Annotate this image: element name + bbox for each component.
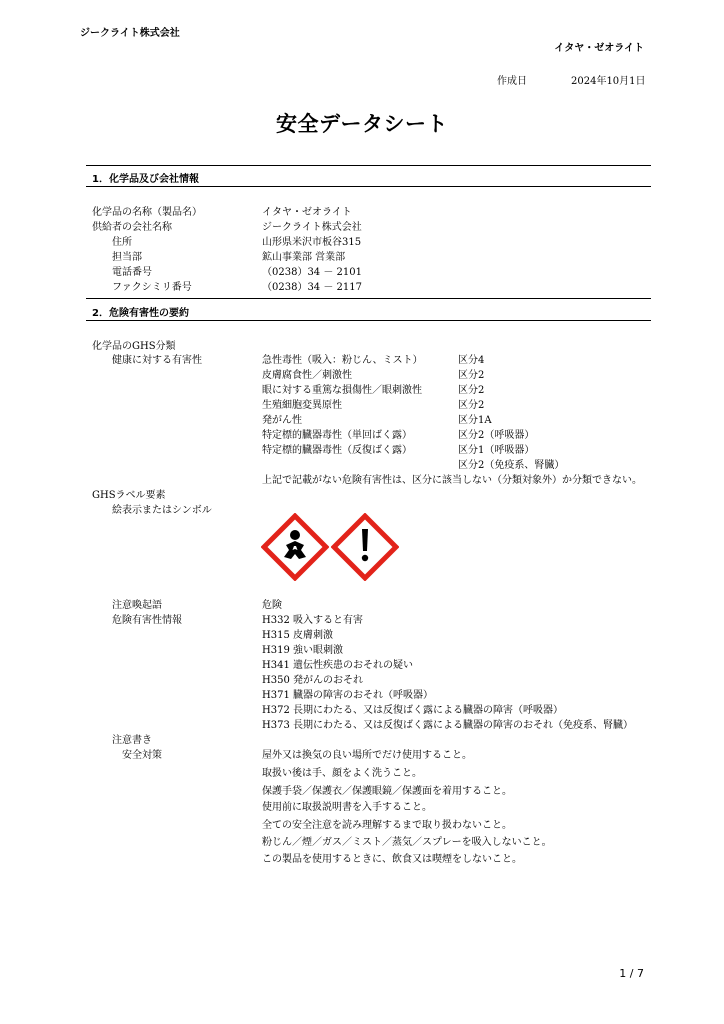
page-number: 1 / 7 <box>619 967 644 980</box>
product-header: イタヤ・ゼオライト <box>554 43 644 54</box>
hazard-category: 区分2 <box>458 385 485 396</box>
hazard-statement: H319 強い眼刺激 <box>262 645 343 656</box>
safety-measure: 取扱い後は手、顔をよく洗うこと。 <box>262 768 422 779</box>
hazard-note: 上記で記載がない危険有害性は、区分に該当しない（分類対象外）か分類できない。 <box>262 475 642 486</box>
section-1-heading: 1．化学品及び会社情報 <box>92 174 199 185</box>
ghs-classification-label: 化学品のGHS分類 <box>92 341 176 352</box>
row-value: ジークライト株式会社 <box>262 222 362 233</box>
row-label: 電話番号 <box>112 267 152 278</box>
signal-word: 危険 <box>262 600 282 611</box>
hazard-category: 区分2 <box>458 400 485 411</box>
safety-measure: 屋外又は換気の良い場所でだけ使用すること。 <box>262 750 472 761</box>
hazard-category: 区分2 <box>458 370 485 381</box>
safety-measures-label: 安全対策 <box>122 750 162 761</box>
safety-measure: 粉じん／煙／ガス／ミスト／蒸気／スプレーを吸入しないこと。 <box>262 837 552 848</box>
company-header: ジークライト株式会社 <box>80 28 180 39</box>
exclamation-icon <box>331 513 399 581</box>
ghs-label-elements: GHSラベル要素 <box>92 490 166 501</box>
section-1-top-rule <box>86 165 651 166</box>
row-value: （0238）34 － 2101 <box>262 267 362 278</box>
hazard-name: 特定標的臓器毒性（反復ばく露） <box>262 445 412 456</box>
health-hazard-label: 健康に対する有害性 <box>112 355 202 366</box>
row-label: 住所 <box>112 237 132 248</box>
hazard-name: 急性毒性（吸入：粉じん、ミスト） <box>262 355 423 366</box>
row-label: 担当部 <box>112 252 142 263</box>
safety-measure: この製品を使用するときに、飲食又は喫煙をしないこと。 <box>262 854 522 865</box>
row-value: 鉱山事業部 営業部 <box>262 252 346 263</box>
hazard-info-label: 危険有害性情報 <box>112 615 182 626</box>
row-label: 化学品の名称（製品名） <box>92 207 202 218</box>
hazard-statement: H350 発がんのおそれ <box>262 675 363 686</box>
hazard-statement: H372 長期にわたる、又は反復ばく露による臓器の障害（呼吸器） <box>262 705 563 716</box>
hazard-name: 発がん性 <box>262 415 302 426</box>
row-label: 供給者の会社名称 <box>92 222 172 233</box>
date-label: 作成日 <box>497 76 527 87</box>
signal-word-label: 注意喚起語 <box>112 600 162 611</box>
date-value: 2024年10月1日 <box>571 76 646 87</box>
page-title: 安全データシート <box>276 112 448 136</box>
section-2-bottom-rule <box>86 320 651 321</box>
row-value: イタヤ・ゼオライト <box>262 207 352 218</box>
section-2-heading: 2．危険有害性の要約 <box>92 308 189 319</box>
hazard-statement: H315 皮膚刺激 <box>262 630 333 641</box>
section-2-top-rule <box>86 298 651 299</box>
hazard-name: 眼に対する重篤な損傷性／眼刺激性 <box>262 385 422 396</box>
symbol-label: 絵表示またはシンボル <box>112 505 212 516</box>
hazard-category: 区分2（免疫系、腎臓） <box>458 460 565 471</box>
row-label: ファクシミリ番号 <box>112 282 192 293</box>
safety-measure: 全ての安全注意を読み理解するまで取り扱わないこと。 <box>262 820 512 831</box>
hazard-statement: H371 臓器の障害のおそれ（呼吸器） <box>262 690 433 701</box>
hazard-statement: H341 遺伝性疾患のおそれの疑い <box>262 660 413 671</box>
hazard-category: 区分2（呼吸器） <box>458 430 535 441</box>
safety-measure: 使用前に取扱説明書を入手すること。 <box>262 802 432 813</box>
hazard-category: 区分1A <box>458 415 492 426</box>
hazard-statement: H373 長期にわたる、又は反復ばく露による臓器の障害のおそれ（免疫系、腎臓） <box>262 720 633 731</box>
safety-measure: 保護手袋／保護衣／保護眼鏡／保護面を着用すること。 <box>262 786 512 797</box>
hazard-category: 区分1（呼吸器） <box>458 445 535 456</box>
hazard-statement: H332 吸入すると有害 <box>262 615 363 626</box>
section-1-bottom-rule <box>86 186 651 187</box>
row-value: （0238）34 － 2117 <box>262 282 362 293</box>
row-value: 山形県米沢市板谷315 <box>262 237 362 248</box>
hazard-name: 皮膚腐食性／刺激性 <box>262 370 352 381</box>
hazard-category: 区分4 <box>458 355 485 366</box>
hazard-name: 特定標的臓器毒性（単回ばく露） <box>262 430 412 441</box>
health-hazard-icon <box>261 513 329 581</box>
precaution-label: 注意書き <box>112 735 152 746</box>
hazard-name: 生殖細胞変異原性 <box>262 400 342 411</box>
